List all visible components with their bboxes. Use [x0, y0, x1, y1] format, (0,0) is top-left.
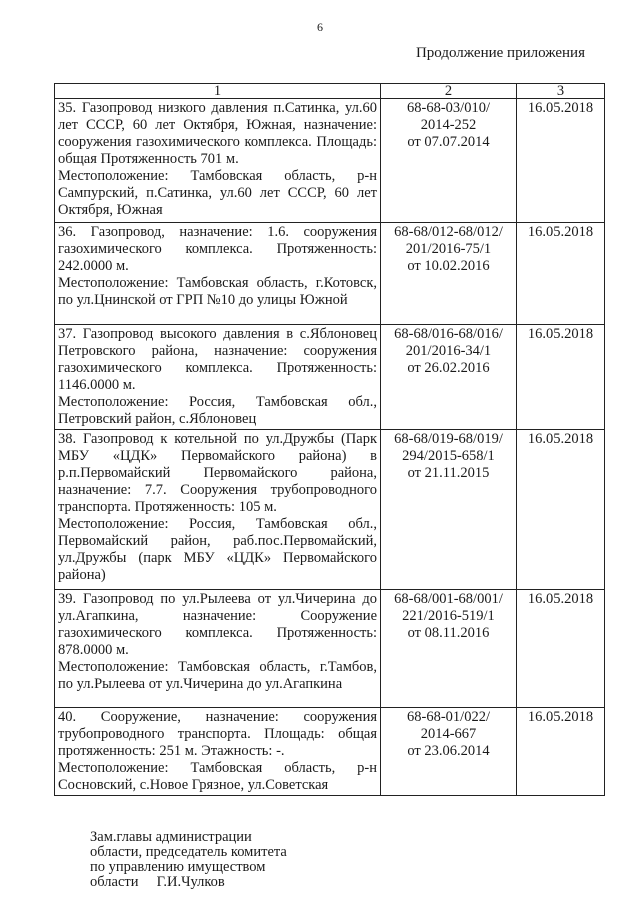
- table-row: [55, 590, 605, 708]
- registration-number-line: 201/2016-34/1: [405, 343, 492, 359]
- continuation-heading: Продолжение приложения: [415, 45, 585, 61]
- object-location: Местоположение: Тамбовская область, г.Котовск, по ул.Цнинской от ГРП №10 до улицы Южной: [58, 275, 377, 308]
- table-row: [55, 223, 605, 325]
- object-location: Местоположение: Тамбовская область, р-н Сампурский, п.Сатинка, ул.60 лет СССР, 60 лет Октября, Южная: [58, 168, 377, 218]
- registration-number-line: 2014-667: [420, 726, 477, 742]
- property-register-table: [54, 83, 605, 796]
- object-name: 35. Газопровод низкого давления п.Сатинка, ул.60 лет СССР, 60 лет Октября, Южная, назначение: сооружения газохимического комплекса. Площадь: общая Протяженность 701 м.: [58, 100, 377, 167]
- registration-number: [381, 99, 517, 223]
- record-date: 16.05.2018: [517, 223, 605, 325]
- object-name: 38. Газопровод к котельной по ул.Дружбы (Парк МБУ «ЦДК» Первомайского района) в р.п.Первомайский Первомайского района, назначение: 7.7. Сооружения трубопроводного транспорта. Протяженность: 105 м.: [58, 431, 377, 515]
- registration-number-line: 2014-252: [420, 117, 477, 133]
- registration-number: [381, 430, 517, 590]
- object-description: [55, 99, 381, 223]
- registration-number-line: 68-68/016-68/016/: [394, 326, 503, 342]
- object-location: Местоположение: Россия, Тамбовская обл., Петровский район, с.Яблоновец: [58, 394, 377, 427]
- object-name: 37. Газопровод высокого давления в с.Яблоновец Петровского района, назначение: сооружения газохимического комплекса. Протяженность: 1146.0000 м.: [58, 326, 377, 393]
- table-row: [55, 325, 605, 430]
- object-description: [55, 223, 381, 325]
- object-name: 39. Газопровод по ул.Рылеева от ул.Чичерина до ул.Агапкина, назначение: Сооружение газохимического комплекса. Протяженность: 878.0000 м.: [58, 591, 377, 658]
- registration-date: от 23.06.2014: [407, 743, 490, 759]
- registration-number: [381, 325, 517, 430]
- signature-line: области Г.И.Чулков: [90, 874, 225, 890]
- registration-number: [381, 223, 517, 325]
- registration-number-line: 68-68/019-68/019/: [394, 431, 503, 447]
- object-description: [55, 325, 381, 430]
- object-description: [55, 430, 381, 590]
- record-date: 16.05.2018: [517, 325, 605, 430]
- registration-number-line: 68-68/001-68/001/: [394, 591, 503, 607]
- registration-date: от 07.07.2014: [407, 134, 490, 150]
- object-description: [55, 590, 381, 708]
- object-name: 36. Газопровод, назначение: 1.6. сооружения газохимического комплекса. Протяженность: 242.0000 м.: [58, 224, 377, 274]
- record-date: 16.05.2018: [517, 99, 605, 223]
- column-header-3: 3: [517, 84, 605, 99]
- registration-number-line: 68-68-01/022/: [407, 709, 490, 725]
- registration-number: [381, 708, 517, 796]
- object-location: Местоположение: Тамбовская область, р-н Сосновский, с.Новое Грязное, ул.Советская: [58, 760, 377, 793]
- table-row: [55, 430, 605, 590]
- table-row: [55, 708, 605, 796]
- object-location: Местоположение: Россия, Тамбовская обл., Первомайский район, раб.пос.Первомайский, ул.Дружбы (парк МБУ «ЦДК» Первомайского района): [58, 516, 377, 583]
- table-row: [55, 99, 605, 223]
- registration-number-line: 294/2015-658/1: [402, 448, 495, 464]
- registration-number: [381, 590, 517, 708]
- registration-number-line: 68-68/012-68/012/: [394, 224, 503, 240]
- column-header-1: 1: [55, 84, 381, 99]
- record-date: 16.05.2018: [517, 708, 605, 796]
- object-description: [55, 708, 381, 796]
- page-number: 6: [317, 20, 323, 34]
- registration-date: от 26.02.2016: [407, 360, 490, 376]
- column-header-2: 2: [381, 84, 517, 99]
- registration-number-line: 221/2016-519/1: [402, 608, 495, 624]
- object-location: Местоположение: Тамбовская область, г.Тамбов, по ул.Рылеева от ул.Чичерина до ул.Агапкина: [58, 659, 377, 692]
- registration-date: от 08.11.2016: [407, 625, 490, 641]
- registration-date: от 10.02.2016: [407, 258, 490, 274]
- table-header-row: [55, 84, 605, 99]
- registration-number-line: 201/2016-75/1: [405, 241, 492, 257]
- registration-date: от 21.11.2015: [407, 465, 490, 481]
- signature-block: [90, 830, 287, 890]
- object-name: 40. Сооружение, назначение: сооружения трубопроводного транспорта. Площадь: общая протяженность: 251 м. Этажность: -.: [58, 709, 377, 759]
- record-date: 16.05.2018: [517, 430, 605, 590]
- signature-line: по управлению имуществом: [90, 859, 266, 875]
- signature-line: Зам.главы администрации: [90, 829, 252, 845]
- record-date: 16.05.2018: [517, 590, 605, 708]
- signature-line: области, председатель комитета: [90, 844, 287, 860]
- registration-number-line: 68-68-03/010/: [407, 100, 490, 116]
